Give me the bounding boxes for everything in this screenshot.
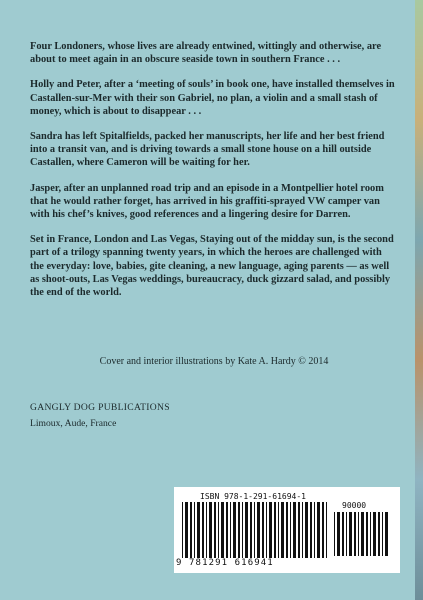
blurb-paragraph-2: Holly and Peter, after a ‘meeting of souls’ in book one, have installed themselves in Castallen-sur-Mer with their son Gabriel, no plan, a violin and a small stash of money, which is about to disappear . . . [30, 79, 395, 117]
barcode-bar [278, 502, 279, 558]
barcode-bar [373, 512, 376, 556]
barcode-bar [218, 502, 219, 558]
blurb-paragraph-5: Set in France, London and Las Vegas, Staying out of the midday sun, is the second part of a trilogy spanning twenty years, in which the heroes are challenged with the everyday: love, babies, gite cleaning, a new language, aging parents — as well as shoot-outs, Las Vegas weddings, bureaucracy, duck gizzard salad, and possibly the end of the world. [30, 234, 394, 299]
barcode-bar [190, 502, 192, 558]
back-cover-blurb [30, 40, 398, 311]
barcode-bar [314, 502, 315, 558]
barcode-bar [349, 512, 352, 556]
barcode-bar [382, 512, 383, 556]
barcode-bar [250, 502, 252, 558]
barcode-bar [269, 502, 272, 558]
barcode-bar [358, 512, 359, 556]
publisher-location: Limoux, Aude, France [30, 418, 117, 429]
barcode-bar [326, 502, 327, 558]
barcode-bar [254, 502, 255, 558]
barcode-bar [257, 502, 260, 558]
barcode-bar [238, 502, 240, 558]
barcode-bar [290, 502, 291, 558]
barcode-bar [305, 502, 308, 558]
barcode-bar [262, 502, 264, 558]
blurb-paragraph-4: Jasper, after an unplanned road trip and an episode in a Montpellier hotel room that he would rather forget, has arrived in his graffiti-sprayed VW camper van with his chef’s knives, good references and a lingering desire for Darren. [30, 182, 384, 221]
barcode-bar [298, 502, 300, 558]
barcode-bar [293, 502, 296, 558]
ean-barcode-bars [182, 502, 332, 560]
barcode-bar [286, 502, 288, 558]
blurb-paragraph-3: Sandra has left Spitalfields, packed her manuscripts, her life and her best friend into a transit van, and is driving towards a small stone house on a hill outside Castallen, where Cameron will be waiting for her. [30, 131, 385, 169]
ean-digits: 9 781291 616941 [176, 558, 274, 568]
blurb-paragraph-1: Four Londoners, whose lives are already entwined, wittingly and otherwise, are about to meet again in an obscure seaside town in southern France . . . [30, 41, 382, 66]
illustration-credit: Cover and interior illustrations by Kate A. Hardy © 2014 [99, 356, 329, 367]
barcode-bar [310, 502, 312, 558]
barcode-bar [230, 502, 231, 558]
barcode-bar [281, 502, 284, 558]
barcode-bar [346, 512, 347, 556]
barcode-bar [385, 512, 388, 556]
barcode-bar [214, 502, 216, 558]
barcode-bar [194, 502, 195, 558]
addon-barcode-bars [334, 512, 390, 558]
barcode-bar [378, 512, 380, 556]
price-addon-digits: 90000 [342, 501, 367, 510]
barcode-bar [334, 512, 335, 556]
barcode-bar [317, 502, 320, 558]
barcode-bar [185, 502, 188, 558]
barcode-bar [322, 502, 324, 558]
barcode-bar [366, 512, 368, 556]
barcode-bar [233, 502, 236, 558]
barcode-bar [370, 512, 371, 556]
barcode-bar [274, 502, 276, 558]
barcode-bar [197, 502, 200, 558]
barcode-bar [202, 502, 204, 558]
barcode-bar [182, 502, 183, 558]
barcode-bar [221, 502, 224, 558]
publisher-block [30, 400, 170, 432]
isbn-barcode [174, 487, 400, 573]
barcode-bar [209, 502, 212, 558]
barcode-bar [361, 512, 364, 556]
barcode-bar [242, 502, 243, 558]
barcode-bar [354, 512, 356, 556]
barcode-bar [206, 502, 207, 558]
barcode-bar [226, 502, 228, 558]
barcode-bar [266, 502, 267, 558]
barcode-bar [342, 512, 344, 556]
barcode-bar [302, 502, 303, 558]
barcode-bar [245, 502, 248, 558]
cover-art-edge [415, 0, 423, 600]
isbn-text: ISBN 978-1-291-61694-1 [200, 492, 306, 501]
barcode-bar [337, 512, 340, 556]
publisher-name: GANGLY DOG PUBLICATIONS [30, 402, 170, 413]
